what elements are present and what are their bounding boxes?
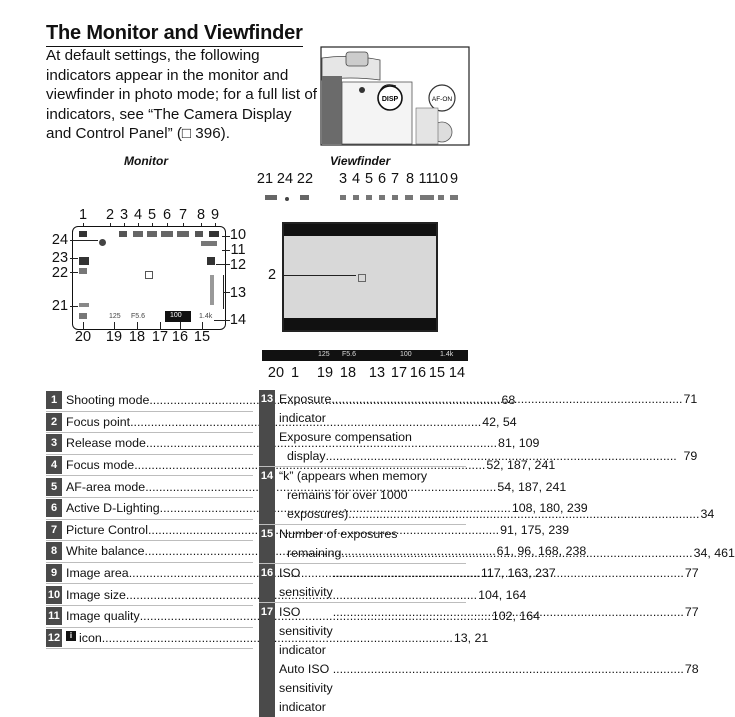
callout-number: 8 (405, 171, 415, 187)
legend-item: 13 Exposure indicator ..... 71 Exposure compensation display ..... 79 (259, 390, 466, 467)
callout-number: 5 (147, 207, 157, 223)
callout-number: 21 (256, 171, 274, 187)
callout-number: 6 (162, 207, 172, 223)
viewfinder-heading: Viewfinder (330, 154, 391, 168)
callout-number: 2 (105, 207, 115, 223)
legend-item: 1 Shooting mode ..... 68 (46, 390, 253, 412)
callout-number: 4 (133, 207, 143, 223)
legend-item: 14 “k” (appears when memory remains for over 1000 exposures) ..... 34 (259, 467, 466, 525)
callout-number: 12 (229, 257, 247, 273)
callout-number: 6 (377, 171, 387, 187)
viewfinder-info-strip: 125 F5.6 100 1.4k (262, 350, 468, 361)
svg-text:AF-ON: AF-ON (431, 96, 453, 103)
viewfinder-frame (282, 222, 438, 332)
callout-number: 3 (338, 171, 348, 187)
callout-number: 10 (431, 171, 449, 187)
svg-text:DISP: DISP (381, 96, 399, 103)
callout-number: 14 (448, 365, 466, 381)
legend-item: 17 ISO sensitivity indicator ..... 77 Auto ISO sensitivity indicator ..... 78 (259, 603, 466, 717)
callout-number: 21 (51, 298, 69, 314)
callout-number: 19 (105, 329, 123, 345)
callout-number: 16 (409, 365, 427, 381)
callout-number: 11 (230, 242, 246, 258)
legend-item: 9 Image area ..... 117, 163, 237 (46, 563, 253, 585)
monitor-screen: 125 F5.6 100 1.4k (72, 226, 226, 330)
callout-number: 9 (449, 171, 459, 187)
legend-item: 5 AF-area mode ..... 54, 187, 241 (46, 476, 253, 498)
callout-number: 9 (210, 207, 220, 223)
callout-number: 1 (290, 365, 300, 381)
page-title: The Monitor and Viewfinder (46, 22, 303, 47)
callout-number: 13 (229, 285, 247, 301)
callout-number: 17 (151, 329, 169, 345)
callout-number: 17 (390, 365, 408, 381)
callout-number: 5 (364, 171, 374, 187)
callout-number: 15 (428, 365, 446, 381)
callout-number: 1 (78, 207, 88, 223)
legend-item: 4 Focus mode ..... 52, 187, 241 (46, 455, 253, 477)
callout-number: 7 (390, 171, 400, 187)
callout-number: 4 (351, 171, 361, 187)
callout-number: 15 (193, 329, 211, 345)
callout-number: 13 (368, 365, 386, 381)
monitor-heading: Monitor (124, 154, 168, 168)
legend-item: 2 Focus point ..... 42, 54 (46, 412, 253, 434)
intro-paragraph: At default settings, the following indicators appear in the monitor and viewfinder in photo mode; for a full list of indicators, see “The Camera Display and Control Panel” (□ 396). (46, 47, 317, 143)
callout-number: 20 (267, 365, 285, 381)
legend-item: 15 Number of exposures remaining ..... 34, 461 (259, 525, 466, 564)
info-icon: i (66, 631, 76, 641)
callout-number: 20 (74, 329, 92, 345)
callout-number: 16 (171, 329, 189, 345)
callout-number: 23 (51, 250, 69, 266)
legend-item: 7 Picture Control ..... 91, 175, 239 (46, 520, 253, 542)
callout-number: 8 (196, 207, 206, 223)
callout-number: 7 (178, 207, 188, 223)
callout-number: 22 (296, 171, 314, 187)
callout-number: 10 (229, 227, 247, 243)
callout-number: 11 (418, 171, 434, 187)
legend-item: 6 Active D-Lighting ..... 108, 180, 239 (46, 498, 253, 520)
callout-number: 3 (119, 207, 129, 223)
callout-number: 2 (267, 267, 277, 283)
legend-item: 11 Image quality ..... 102, 164 (46, 606, 253, 628)
legend-item: 12 i icon ..... 13, 21 (46, 628, 253, 650)
callout-number: 18 (128, 329, 146, 345)
callout-number: 24 (276, 171, 294, 187)
callout-number: 14 (229, 312, 247, 328)
callout-number: 18 (339, 365, 357, 381)
callout-number: 22 (51, 265, 69, 281)
callout-number: 24 (51, 232, 69, 248)
legend-item: 16 ISO sensitivity ..... 77 (259, 564, 466, 603)
callout-number: 19 (316, 365, 334, 381)
viewfinder-diagram (0, 0, 516, 380)
legend-item: 8 White balance ..... 61, 96, 168, 238 (46, 541, 253, 563)
legend-item: 3 Release mode ..... 81, 109 (46, 433, 253, 455)
legend-item: 10 Image size ..... 104, 164 (46, 584, 253, 606)
